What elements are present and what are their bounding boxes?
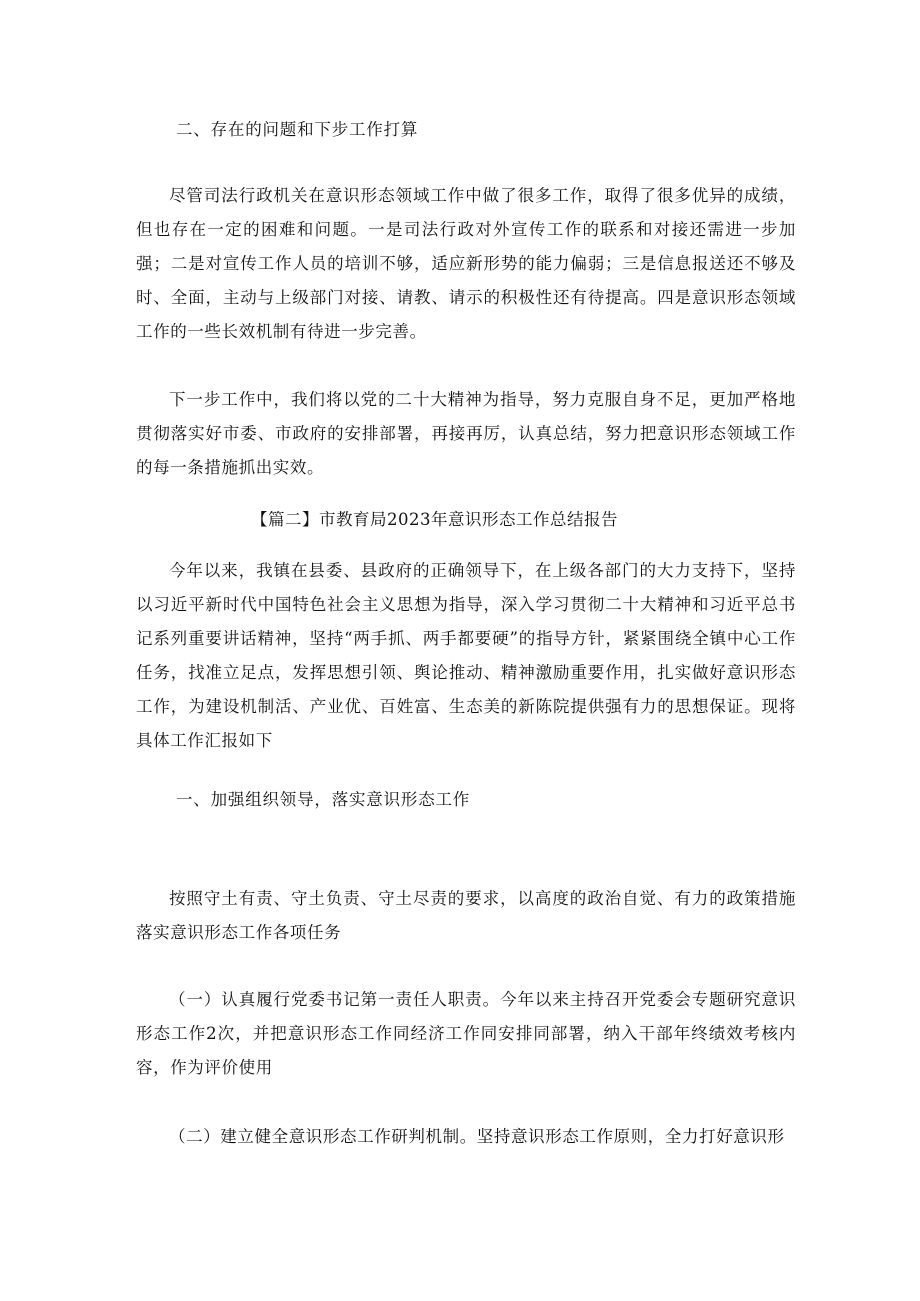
paragraph-next-steps: 下一步工作中，我们将以党的二十大精神为指导，努力克服自身不足，更加严格地贯彻落实好市委、市政府的安排部署，再接再厉，认真总结，努力把意识形态领域工作的每一条措施抓出实效。 [136,390,796,477]
paragraph-intro: 今年以来，我镇在县委、县政府的正确领导下，在上级各部门的大力支持下，坚持以习近平新时代中国特色社会主义思想为指导，深入学习贯彻二十大精神和习近平总书记系列重要讲话精神，坚持“两手抓、两手都要硬”的指导方针，紧紧围绕全镇中心工作任务，找准立足点，发挥思想引领、舆论推动、精神激励重要作用，扎实做好意识形态工作，为建设机制活、产业优、百姓富、生态美的新陈院提供强有力的思想保证。现将具体工作汇报如下 [136,561,796,750]
section-heading-organization: 一、加强组织领导，落实意识形态工作 [176,790,471,809]
paragraph-responsibility: 按照守土有责、守土负责、守土尽责的要求，以高度的政治自觉、有力的政策措施落实意识形态工作各项任务 [136,889,796,942]
paragraph-problems: 尽管司法行政机关在意识形态领域工作中做了很多工作，取得了很多优异的成绩，但也存在一定的困难和问题。一是司法行政对外宣传工作的联系和对接还需进一步加强；二是对宣传工作人员的培训不够，适应新形势的能力偏弱；三是信息报送还不够及时、全面，主动与上级部门对接、请教、请示的积极性还有待提高。四是意识形态领域工作的一些长效机制有待进一步完善。 [136,186,796,341]
section-heading-problems: 二、存在的问题和下步工作打算 [176,120,419,139]
paragraph-item-2: （二）建立健全意识形态工作研判机制。坚持意识形态工作原则，全力打好意识形 [169,1127,785,1146]
article-title: 【篇二】市教育局2023年意识形态工作总结报告 [251,509,618,529]
paragraph-item-1: （一）认真履行党委书记第一责任人职责。今年以来主持召开党委会专题研究意识形态工作2次，并把意识形态工作同经济工作同安排同部署，纳入干部年终绩效考核内容，作为评价使用 [136,990,796,1077]
